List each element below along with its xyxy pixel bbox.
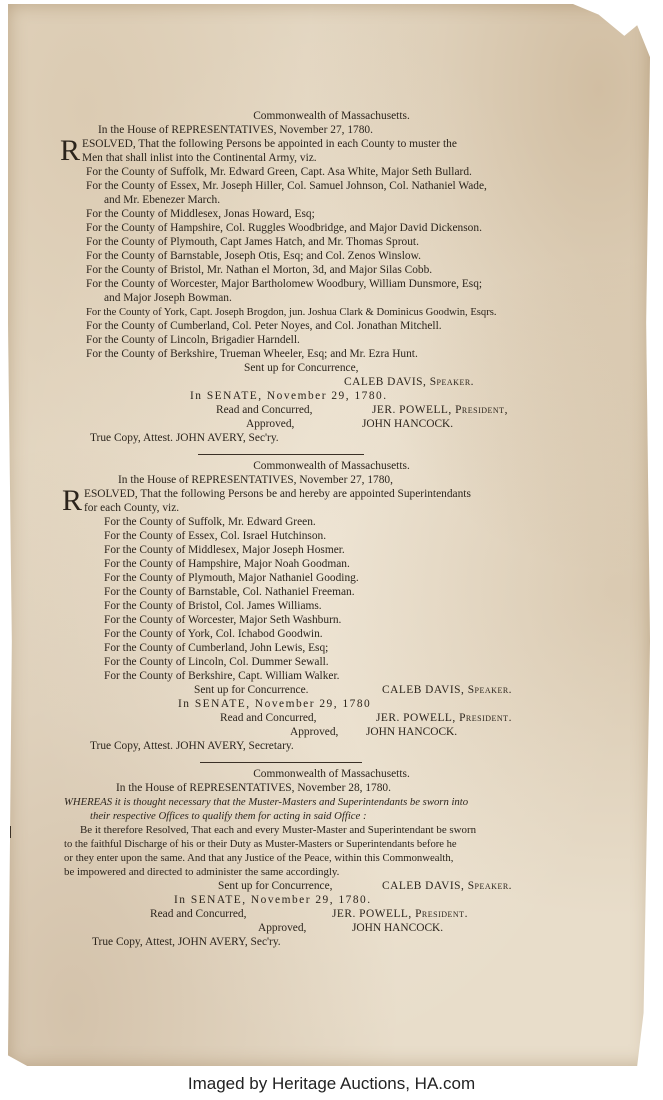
section1-hancock: JOHN HANCOCK. xyxy=(362,418,454,430)
section1-item: For the County of Cumberland, Col. Peter Noyes, and Col. Jonathan Mitchell. xyxy=(86,320,442,332)
image-credit-caption: Imaged by Heritage Auctions, HA.com xyxy=(187,1074,476,1093)
section2-item: For the County of Bristol, Col. James Williams. xyxy=(104,600,322,612)
section1-sent: Sent up for Concurrence, xyxy=(244,362,359,374)
section3-sent: Sent up for Concurrence, xyxy=(218,880,333,892)
section-divider xyxy=(198,454,364,455)
section2-item: For the County of York, Col. Ichabod Goodwin. xyxy=(104,628,323,640)
section2-heading: Commonwealth of Massachusetts. xyxy=(253,460,410,472)
section1-resolved-line2: Men that shall inlist into the Continental Army, viz. xyxy=(82,152,317,164)
section-divider xyxy=(200,762,362,763)
section1-item: For the County of Lincoln, Brigadier Harndell. xyxy=(86,334,300,346)
section3-truecopy: True Copy, Attest, JOHN AVERY, Sec'ry. xyxy=(92,936,281,948)
section1-truecopy: True Copy, Attest. JOHN AVERY, Sec'ry. xyxy=(90,432,279,444)
section1-item: For the County of Suffolk, Mr. Edward Green, Capt. Asa White, Major Seth Bullard. xyxy=(86,166,472,178)
section2-item: For the County of Lincoln, Col. Dummer Sewall. xyxy=(104,656,329,668)
section3-whereas-line2: their respective Offices to qualify them for acting in said Office : xyxy=(90,810,367,822)
section1-resolved-line1: ESOLVED, That the following Persons be appointed in each County to muster the xyxy=(82,138,457,150)
section1-item: For the County of Hampshire, Col. Ruggles Woodbridge, and Major David Dickenson. xyxy=(86,222,482,234)
section2-item: For the County of Barnstable, Col. Nathaniel Freeman. xyxy=(104,586,355,598)
section2-resolved-line1: ESOLVED, That the following Persons be and hereby are appointed Superintendants xyxy=(84,488,471,500)
section1-house: In the House of REPRESENTATIVES, November 27, 1780. xyxy=(98,124,373,136)
section3-hancock: JOHN HANCOCK. xyxy=(352,922,444,934)
section2-item: For the County of Berkshire, Capt. William Walker. xyxy=(104,670,340,682)
section3-body-line1: Be it therefore Resolved, That each and every Muster-Master and Superintendant be sworn xyxy=(80,824,477,836)
section2-senate: In SENATE, November 29, 1780 xyxy=(178,698,372,710)
section1-item: For the County of Barnstable, Joseph Otis, Esq; and Col. Zenos Winslow. xyxy=(86,250,421,262)
section2-dropcap: R xyxy=(62,484,83,517)
section1-item: For the County of Berkshire, Trueman Wheeler, Esq; and Mr. Ezra Hunt. xyxy=(86,348,418,360)
section2-item: For the County of Essex, Col. Israel Hutchinson. xyxy=(104,530,327,542)
section1-president: JER. POWELL, President, xyxy=(372,404,508,416)
section3-heading: Commonwealth of Massachusetts. xyxy=(253,768,410,780)
section3-approved: Approved, xyxy=(258,922,307,934)
section1-item: For the County of Middlesex, Jonas Howard, Esq; xyxy=(86,208,315,220)
section2-item: For the County of Suffolk, Mr. Edward Green. xyxy=(104,516,316,528)
section1-item: For the County of York, Capt. Joseph Brogdon, jun. Joshua Clark & Dominicus Goodwin, Esqrs. xyxy=(86,307,497,318)
section1-item: For the County of Essex, Mr. Joseph Hiller, Col. Samuel Johnson, Col. Nathaniel Wade, xyxy=(86,180,487,192)
section2-item: For the County of Cumberland, John Lewis, Esq; xyxy=(104,642,329,654)
section2-sent: Sent up for Concurrence. xyxy=(194,684,309,696)
section2-item: For the County of Hampshire, Major Noah Goodman. xyxy=(104,558,350,570)
section3-senate: In SENATE, November 29, 1780. xyxy=(174,894,372,906)
section1-heading: Commonwealth of Massachusetts. xyxy=(253,110,410,122)
section2-house: In the House of REPRESENTATIVES, November 27, 1780, xyxy=(118,474,393,486)
section3-body-line3: or they enter upon the same. And that any Justice of the Peace, within this Commonwealth, xyxy=(64,852,454,864)
section2-president: JER. POWELL, President. xyxy=(376,712,512,724)
section3-body-line2: to the faithful Discharge of his or their Duty as Muster-Masters or Superintendants before he xyxy=(64,839,457,850)
section1-senate: In SENATE, November 29, 1780. xyxy=(190,390,388,402)
section1-speaker: CALEB DAVIS, Speaker. xyxy=(344,376,475,388)
section2-hancock: JOHN HANCOCK. xyxy=(366,726,458,738)
section1-read: Read and Concurred, xyxy=(216,404,313,416)
section2-approved: Approved, xyxy=(290,726,339,738)
section3-read: Read and Concurred, xyxy=(150,908,247,920)
section1-item: For the County of Plymouth, Capt James Hatch, and Mr. Thomas Sprout. xyxy=(86,236,419,248)
section1-dropcap: R xyxy=(60,134,81,167)
section1-item: and Major Joseph Bowman. xyxy=(104,292,232,304)
section1-item: and Mr. Ebenezer March. xyxy=(104,194,221,206)
section2-truecopy: True Copy, Attest. JOHN AVERY, Secretary. xyxy=(90,740,294,752)
section3-body-line4: be impowered and directed to administer the same accordingly. xyxy=(64,866,340,878)
section3-whereas-line1: WHEREAS it is thought necessary that the Muster-Masters and Superintendants be sworn into xyxy=(64,796,469,808)
section2-resolved-line2: for each County, viz. xyxy=(84,502,180,514)
section2-read: Read and Concurred, xyxy=(220,712,317,724)
section2-item: For the County of Middlesex, Major Joseph Hosmer. xyxy=(104,544,345,556)
section2-item: For the County of Worcester, Major Seth Washburn. xyxy=(104,614,342,626)
section3-president: JER. POWELL, President. xyxy=(332,908,468,920)
section2-speaker: CALEB DAVIS, Speaker. xyxy=(382,684,513,696)
section1-item: For the County of Bristol, Mr. Nathan el Morton, 3d, and Major Silas Cobb. xyxy=(86,264,433,276)
section1-item: For the County of Worcester, Major Bartholomew Woodbury, William Dunsmore, Esq; xyxy=(86,278,483,290)
section1-approved: Approved, xyxy=(246,418,295,430)
section3-speaker: CALEB DAVIS, Speaker. xyxy=(382,880,513,892)
section2-item: For the County of Plymouth, Major Nathaniel Gooding. xyxy=(104,572,359,584)
section3-house: In the House of REPRESENTATIVES, November 28, 1780. xyxy=(116,782,391,794)
